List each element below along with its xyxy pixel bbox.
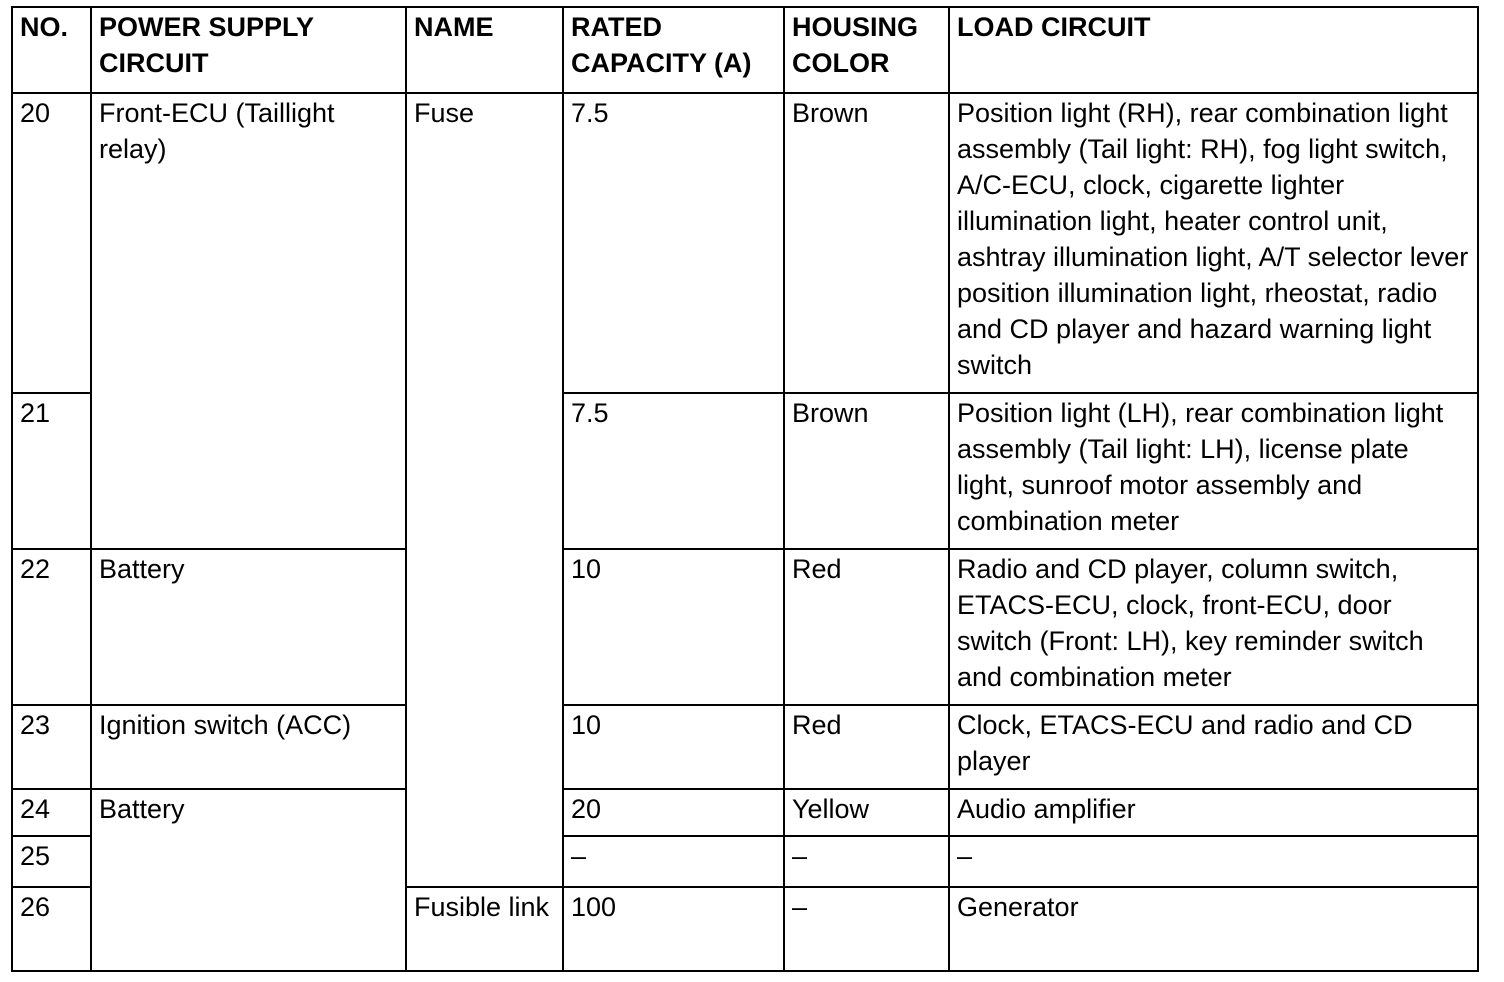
table-row [12,789,1478,836]
row-no: 26 [12,887,91,971]
fuse-table [11,6,1479,972]
row-no: 22 [12,549,91,705]
header-housing-color: HOUSING COLOR [784,7,949,93]
power-supply-circuit: Front-ECU (Taillight relay) [91,93,406,549]
load-circuit: Audio amplifier [949,789,1478,836]
housing-color: Red [784,549,949,705]
row-no: 23 [12,705,91,789]
load-circuit: Clock, ETACS-ECU and radio and CD player [949,705,1478,789]
rated-capacity: – [563,836,784,887]
rated-capacity: 10 [563,549,784,705]
row-no: 25 [12,836,91,887]
housing-color: – [784,887,949,971]
housing-color: Red [784,705,949,789]
rated-capacity: 7.5 [563,93,784,393]
housing-color: Yellow [784,789,949,836]
component-name: Fuse [406,93,563,887]
table-row [12,705,1478,789]
header-power-supply-circuit: POWER SUPPLY CIRCUIT [91,7,406,93]
load-circuit: – [949,836,1478,887]
header-row [12,7,1478,93]
rated-capacity: 10 [563,705,784,789]
rated-capacity: 100 [563,887,784,971]
housing-color: Brown [784,93,949,393]
header-name: NAME [406,7,563,93]
load-circuit: Position light (LH), rear combination light assembly (Tail light: LH), license plate light, sunroof motor assembly and combination meter [949,393,1478,549]
row-no: 24 [12,789,91,836]
component-name: Fusible link [406,887,563,971]
power-supply-circuit: Battery [91,549,406,705]
rated-capacity: 20 [563,789,784,836]
load-circuit: Radio and CD player, column switch, ETACS-ECU, clock, front-ECU, door switch (Front: LH), key reminder switch and combination meter [949,549,1478,705]
load-circuit: Position light (RH), rear combination light assembly (Tail light: RH), fog light switch, A/C-ECU, clock, cigarette lighter illumination light, heater control unit, ashtray illumination light, A/T selector lever position illumination light, rheostat, radio and CD player and hazard warning light switch [949,93,1478,393]
header-load-circuit: LOAD CIRCUIT [949,7,1478,93]
table-row [12,93,1478,393]
load-circuit: Generator [949,887,1478,971]
header-no: NO. [12,7,91,93]
power-supply-circuit: Ignition switch (ACC) [91,705,406,789]
header-rated-capacity: RATED CAPACITY (A) [563,7,784,93]
rated-capacity: 7.5 [563,393,784,549]
housing-color: – [784,836,949,887]
power-supply-circuit: Battery [91,789,406,971]
row-no: 20 [12,93,91,393]
table-row [12,549,1478,705]
row-no: 21 [12,393,91,549]
housing-color: Brown [784,393,949,549]
